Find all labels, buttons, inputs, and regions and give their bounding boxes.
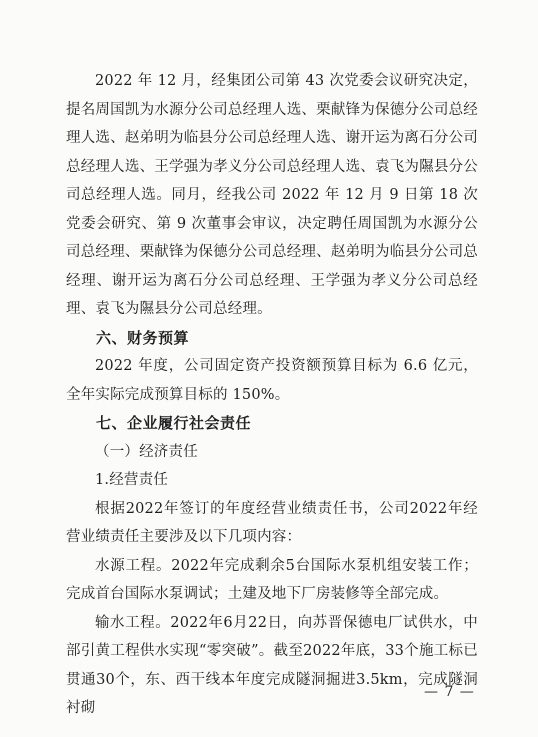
paragraph-budget: 2022 年度，公司固定资产投资额预算目标为 6.6 亿元，全年实际完成预算目标的 150%。 [66, 358, 478, 403]
heading-social-responsibility: 七、企业履行社会责任 [96, 414, 252, 432]
paragraph-responsibility-intro: 根据2022年签订的年度经营业绩责任书，公司2022年经营业绩责任主要涉及以下几项内容： [66, 500, 478, 545]
heading-financial-budget: 六、财务预算 [96, 328, 190, 347]
page-number: — 7 — [424, 684, 475, 700]
document-body [66, 67, 478, 723]
paragraph-water-source-project: 水源工程。2022年完成剩余5台国际水泵机组安装工作；完成首台国际水泵调试；土建及地下厂房装修等全部完成。 [66, 557, 478, 602]
paragraph-appointments: 2022 年 12 月，经集团公司第 43 次党委会议研究决定，提名周国凯为水源分公司总经理人选、栗献锋为保德分公司总经理人选、赵弟明为临县分公司总经理人选、谢开运为离石分公司总经理人选、王学强为孝义分公司总经理人选、袁飞为隰县分公司总经理人选。同月，经我公司 2022 年 12 月 9 日第 18 次党委会研究、第 9 次董事会审议，决定聘任周国凯为水源分公司总经理、栗献锋为保德分公司总经理、赵弟明为临县分公司总经理、谢开运为离石分公司总经理、王学强为孝义分公司总经理、袁飞为隰县分公司总经理。 [66, 73, 478, 317]
subheading-operating-responsibility: 1.经营责任 [95, 472, 169, 488]
subheading-economic-responsibility: （一）经济责任 [95, 443, 198, 460]
paragraph-water-transfer-project: 输水工程。2022年6月22日，向苏晋保德电厂试供水，中部引黄工程供水实现“零突破”。截至2022年底，33个施工标已贯通30个，东、西干线本年度完成隧洞掘进3.5km，完成隧洞衬砌 [66, 614, 478, 716]
